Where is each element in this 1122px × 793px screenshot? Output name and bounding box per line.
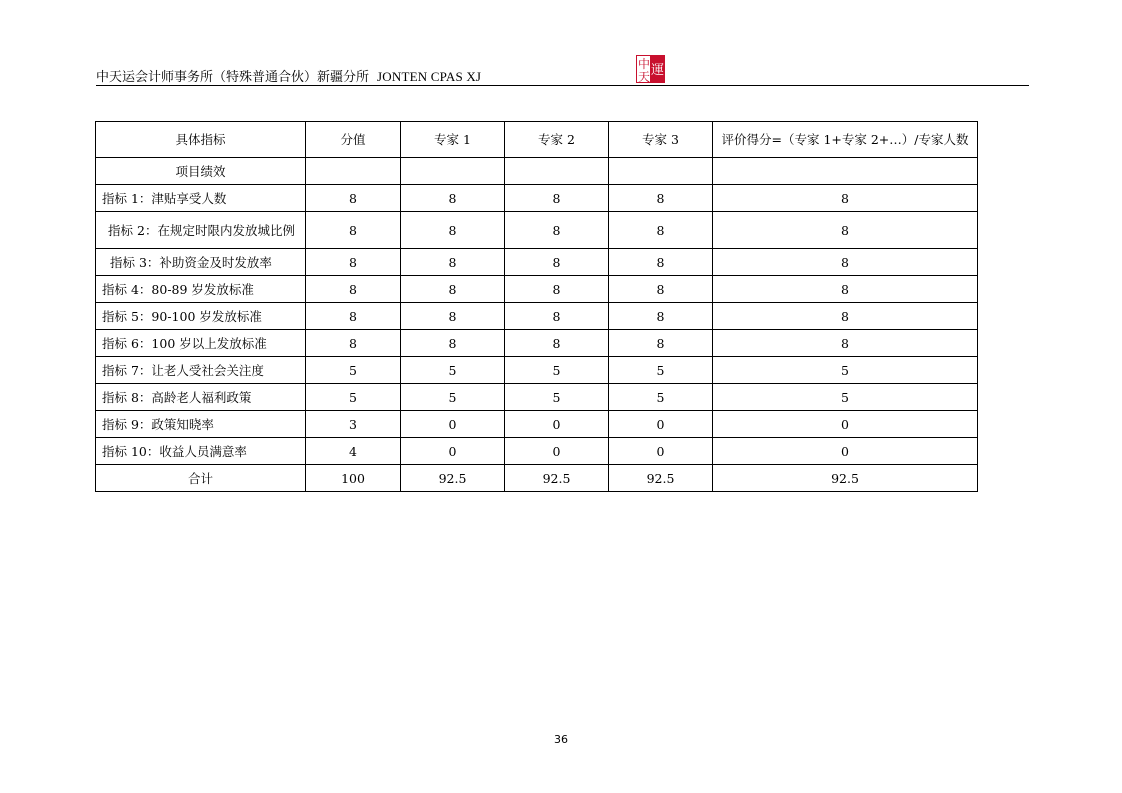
indicator-name: 指标 10：收益人员满意率: [96, 438, 306, 465]
section-label: 项目绩效: [96, 158, 306, 185]
expert3-cell: 0: [609, 411, 713, 438]
svg-text:運: 運: [651, 63, 665, 78]
average-cell: 92.5: [713, 465, 978, 492]
average-cell: 8: [713, 303, 978, 330]
expert1-cell: 5: [401, 384, 505, 411]
average-cell: 8: [713, 276, 978, 303]
expert2-cell: 0: [505, 411, 609, 438]
average-cell: 8: [713, 212, 978, 249]
indicator-name: 指标 9：政策知晓率: [96, 411, 306, 438]
firm-name-en: JONTEN CPAS XJ: [377, 69, 482, 84]
expert2-cell: 92.5: [505, 465, 609, 492]
score-cell: 5: [306, 357, 401, 384]
indicator-name: 指标 6：100 岁以上发放标准: [96, 330, 306, 357]
score-cell: 8: [306, 212, 401, 249]
expert2-cell: 5: [505, 384, 609, 411]
header-rule: [96, 85, 1029, 86]
expert1-cell: 8: [401, 185, 505, 212]
expert3-cell: 92.5: [609, 465, 713, 492]
table-row: [96, 249, 978, 276]
expert1-cell: 0: [401, 438, 505, 465]
expert3-cell: 8: [609, 185, 713, 212]
column-header: 专家 1: [401, 122, 505, 158]
column-header: 具体指标: [96, 122, 306, 158]
average-cell: 5: [713, 384, 978, 411]
table-row: [96, 276, 978, 303]
score-cell: 3: [306, 411, 401, 438]
column-header: 专家 3: [609, 122, 713, 158]
total-row: [96, 465, 978, 492]
expert2-cell: 8: [505, 303, 609, 330]
indicator-name: 指标 1：津贴享受人数: [96, 185, 306, 212]
score-cell: 8: [306, 276, 401, 303]
expert3-cell: 8: [609, 212, 713, 249]
expert1-cell: 0: [401, 411, 505, 438]
score-cell: 8: [306, 303, 401, 330]
table-header-row: [96, 122, 978, 158]
section-row: [96, 158, 978, 185]
score-cell: 8: [306, 249, 401, 276]
svg-text:中: 中: [638, 57, 651, 71]
expert3-cell: 0: [609, 438, 713, 465]
table-row: [96, 438, 978, 465]
expert1-cell: 8: [401, 249, 505, 276]
indicator-name: 指标 8：高龄老人福利政策: [96, 384, 306, 411]
average-cell: 5: [713, 357, 978, 384]
expert2-cell: 8: [505, 249, 609, 276]
column-header: 专家 2: [505, 122, 609, 158]
expert1-cell: 8: [401, 330, 505, 357]
firm-logo-icon: [636, 55, 665, 83]
score-cell: 5: [306, 384, 401, 411]
column-header: 分值: [306, 122, 401, 158]
expert2-cell: 0: [505, 438, 609, 465]
expert2-cell: 8: [505, 185, 609, 212]
total-label: 合计: [96, 465, 306, 492]
table-row: [96, 357, 978, 384]
page-number: 36: [554, 733, 568, 746]
average-cell: 0: [713, 411, 978, 438]
indicator-name: 指标 5：90-100 岁发放标准: [96, 303, 306, 330]
expert2-cell: 8: [505, 212, 609, 249]
average-cell: 8: [713, 185, 978, 212]
average-cell: 8: [713, 330, 978, 357]
expert3-cell: 5: [609, 357, 713, 384]
expert2-cell: 5: [505, 357, 609, 384]
table-row: [96, 303, 978, 330]
expert3-cell: 8: [609, 276, 713, 303]
expert3-cell: 8: [609, 330, 713, 357]
expert1-cell: 8: [401, 212, 505, 249]
table-row: [96, 384, 978, 411]
table-row: [96, 212, 978, 249]
expert1-cell: 8: [401, 303, 505, 330]
expert2-cell: 8: [505, 276, 609, 303]
expert3-cell: 8: [609, 303, 713, 330]
score-cell: 8: [306, 185, 401, 212]
average-cell: 8: [713, 249, 978, 276]
firm-name: 中天运会计师事务所（特殊普通合伙）新疆分所: [96, 70, 370, 85]
average-cell: 0: [713, 438, 978, 465]
column-header: 评价得分=（专家 1+专家 2+…）/专家人数: [713, 122, 978, 158]
expert3-cell: 5: [609, 384, 713, 411]
score-cell: 100: [306, 465, 401, 492]
table-row: [96, 411, 978, 438]
expert1-cell: 92.5: [401, 465, 505, 492]
table-row: [96, 185, 978, 212]
indicator-name: 指标 2：在规定时限内发放城比例: [96, 212, 306, 249]
indicator-name: 指标 7：让老人受社会关注度: [96, 357, 306, 384]
svg-text:天: 天: [638, 70, 651, 83]
score-cell: 8: [306, 330, 401, 357]
score-table: [95, 121, 978, 492]
expert1-cell: 8: [401, 276, 505, 303]
expert2-cell: 8: [505, 330, 609, 357]
indicator-name: 指标 4：80-89 岁发放标准: [96, 276, 306, 303]
table-row: [96, 330, 978, 357]
expert3-cell: 8: [609, 249, 713, 276]
indicator-name: 指标 3：补助资金及时发放率: [96, 249, 306, 276]
expert1-cell: 5: [401, 357, 505, 384]
page-header: [96, 66, 481, 85]
score-cell: 4: [306, 438, 401, 465]
